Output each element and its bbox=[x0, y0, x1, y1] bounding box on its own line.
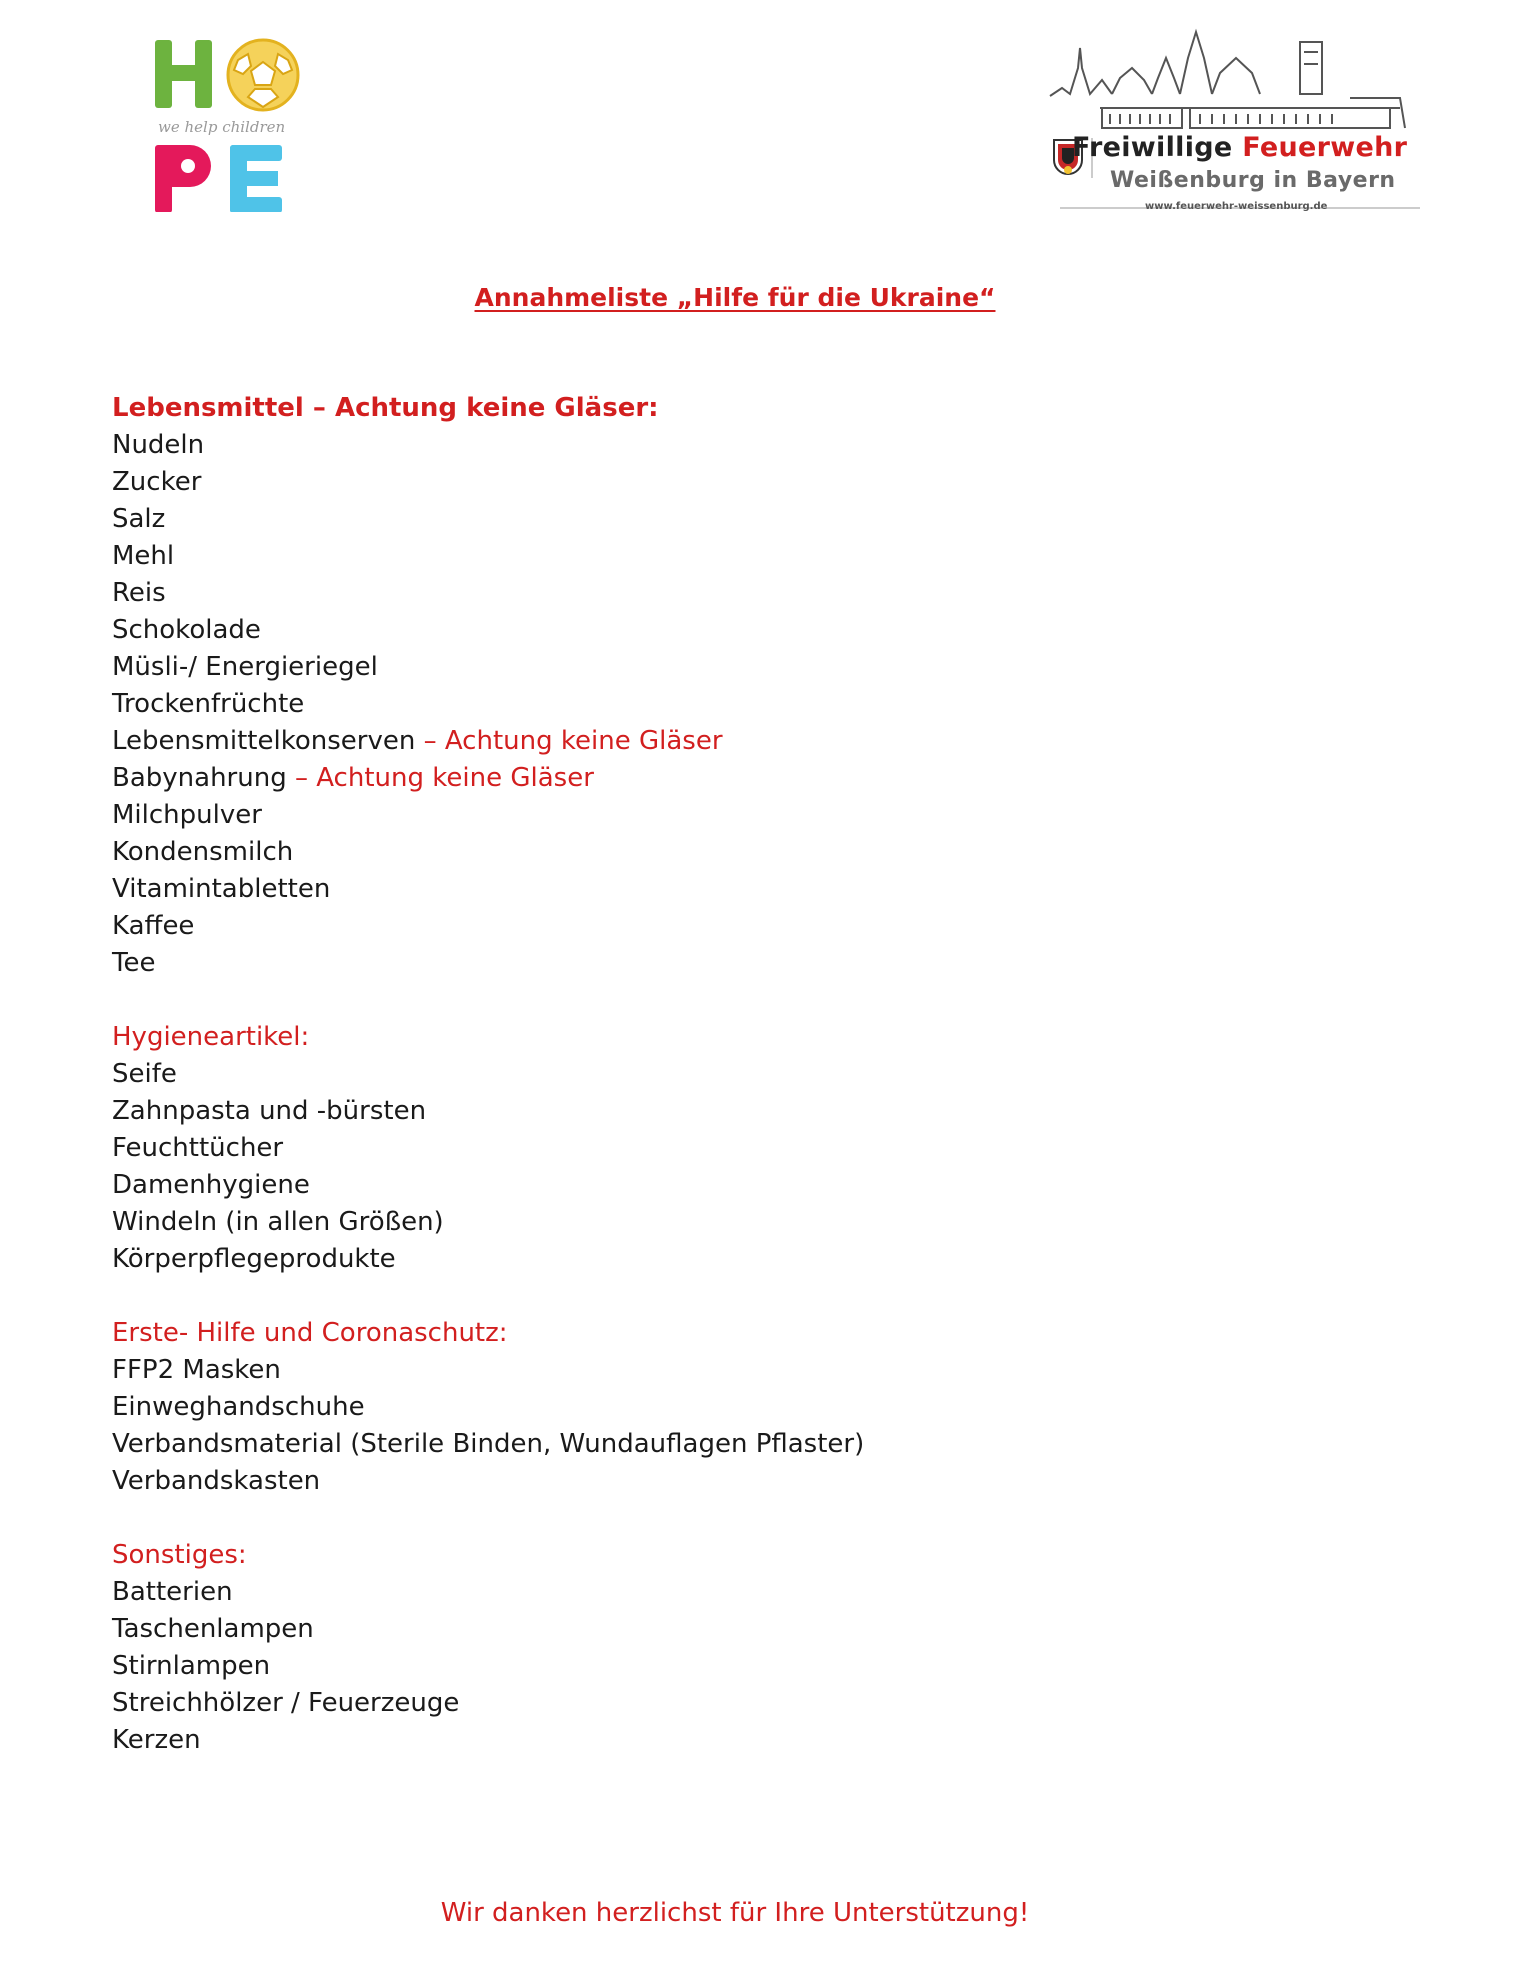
fire-department-subtitle: Weißenburg in Bayern bbox=[1110, 168, 1396, 193]
list-item-text: Stirnlampen bbox=[112, 1651, 271, 1681]
list-section bbox=[112, 1019, 864, 1278]
list-item-text: Kaffee bbox=[112, 911, 195, 941]
list-item bbox=[112, 760, 864, 797]
list-item-text: Damenhygiene bbox=[112, 1170, 310, 1200]
list-item bbox=[112, 612, 864, 649]
hope-letter-p bbox=[155, 145, 211, 212]
hope-logo bbox=[150, 32, 310, 212]
hope-letter-h bbox=[155, 40, 212, 108]
donation-list bbox=[112, 390, 864, 1796]
list-item-text: Windeln (in allen Größen) bbox=[112, 1207, 444, 1237]
list-item bbox=[112, 1685, 864, 1722]
section-heading: Hygieneartikel: bbox=[112, 1022, 310, 1052]
list-section bbox=[112, 1537, 864, 1759]
list-item bbox=[112, 464, 864, 501]
list-item bbox=[112, 501, 864, 538]
section-heading: Sonstiges: bbox=[112, 1540, 247, 1570]
hope-letter-e bbox=[230, 145, 282, 212]
fire-department-name bbox=[1072, 132, 1407, 163]
list-item-text: Schokolade bbox=[112, 615, 261, 645]
list-item-text: Reis bbox=[112, 578, 166, 608]
list-item-text: Salz bbox=[112, 504, 166, 534]
list-item bbox=[112, 686, 864, 723]
list-item-text: Verbandsmaterial (Sterile Binden, Wundauflagen Pflaster) bbox=[112, 1429, 865, 1459]
list-item bbox=[112, 538, 864, 575]
section-heading: Lebensmittel – Achtung keine Gläser: bbox=[112, 393, 659, 423]
list-item-text: Zucker bbox=[112, 467, 202, 497]
hope-tagline: we help children bbox=[158, 118, 286, 136]
list-item-text: Milchpulver bbox=[112, 800, 262, 830]
list-item-text: Streichhölzer / Feuerzeuge bbox=[112, 1688, 460, 1718]
list-item-text: Taschenlampen bbox=[112, 1614, 314, 1644]
list-item-text: Tee bbox=[112, 948, 156, 978]
list-item-text: Einweghandschuhe bbox=[112, 1392, 365, 1422]
list-item bbox=[112, 1093, 864, 1130]
list-item-text: Kondensmilch bbox=[112, 837, 294, 867]
list-item-text: Vitamintabletten bbox=[112, 874, 331, 904]
list-item-text: Seife bbox=[112, 1059, 177, 1089]
list-item bbox=[112, 1241, 864, 1278]
list-item-text: Zahnpasta und -bürsten bbox=[112, 1096, 427, 1126]
list-item bbox=[112, 649, 864, 686]
list-item bbox=[112, 834, 864, 871]
list-item bbox=[112, 1167, 864, 1204]
list-item bbox=[112, 1648, 864, 1685]
list-section bbox=[112, 1315, 864, 1500]
fire-department-name-part1: Freiwillige bbox=[1072, 132, 1233, 163]
list-item-text: Nudeln bbox=[112, 430, 205, 460]
list-item bbox=[112, 1574, 864, 1611]
list-item bbox=[112, 1352, 864, 1389]
list-item-text: Batterien bbox=[112, 1577, 233, 1607]
list-item-text: FFP2 Masken bbox=[112, 1355, 281, 1385]
list-item bbox=[112, 908, 864, 945]
fire-department-name-part2: Feuerwehr bbox=[1242, 132, 1408, 163]
list-item bbox=[112, 1204, 864, 1241]
list-item bbox=[112, 575, 864, 612]
list-item bbox=[112, 1056, 864, 1093]
list-item-text: Müsli-/ Energieriegel bbox=[112, 652, 378, 682]
list-item-text: Feuchttücher bbox=[112, 1133, 284, 1163]
list-item-text: Körperpflegeprodukte bbox=[112, 1244, 396, 1274]
list-item bbox=[112, 797, 864, 834]
list-item bbox=[112, 1722, 864, 1759]
list-item bbox=[112, 723, 864, 760]
list-item bbox=[112, 1463, 864, 1500]
fire-department-url: www.feuerwehr-weissenburg.de bbox=[1145, 201, 1328, 212]
list-item bbox=[112, 1611, 864, 1648]
list-item-text: Lebensmittelkonserven bbox=[112, 726, 416, 756]
list-item-text: Kerzen bbox=[112, 1725, 201, 1755]
list-item-text: Mehl bbox=[112, 541, 175, 571]
list-item-text: Verbandskasten bbox=[112, 1466, 321, 1496]
list-item bbox=[112, 427, 864, 464]
list-item-warning: – Achtung keine Gläser bbox=[286, 763, 594, 793]
document-title: Annahmeliste „Hilfe für die Ukraine“ bbox=[474, 283, 996, 312]
list-item bbox=[112, 1389, 864, 1426]
thank-you-note: Wir danken herzlichst für Ihre Unterstützung! bbox=[440, 1898, 1030, 1928]
list-item-warning: – Achtung keine Gläser bbox=[415, 726, 723, 756]
list-section bbox=[112, 390, 864, 982]
list-item-text: Babynahrung bbox=[112, 763, 287, 793]
section-heading: Erste- Hilfe und Coronaschutz: bbox=[112, 1318, 508, 1348]
list-item bbox=[112, 1426, 864, 1463]
list-item bbox=[112, 1130, 864, 1167]
list-item-text: Trockenfrüchte bbox=[112, 689, 305, 719]
football-icon bbox=[228, 40, 298, 110]
list-item bbox=[112, 945, 864, 982]
list-item bbox=[112, 871, 864, 908]
